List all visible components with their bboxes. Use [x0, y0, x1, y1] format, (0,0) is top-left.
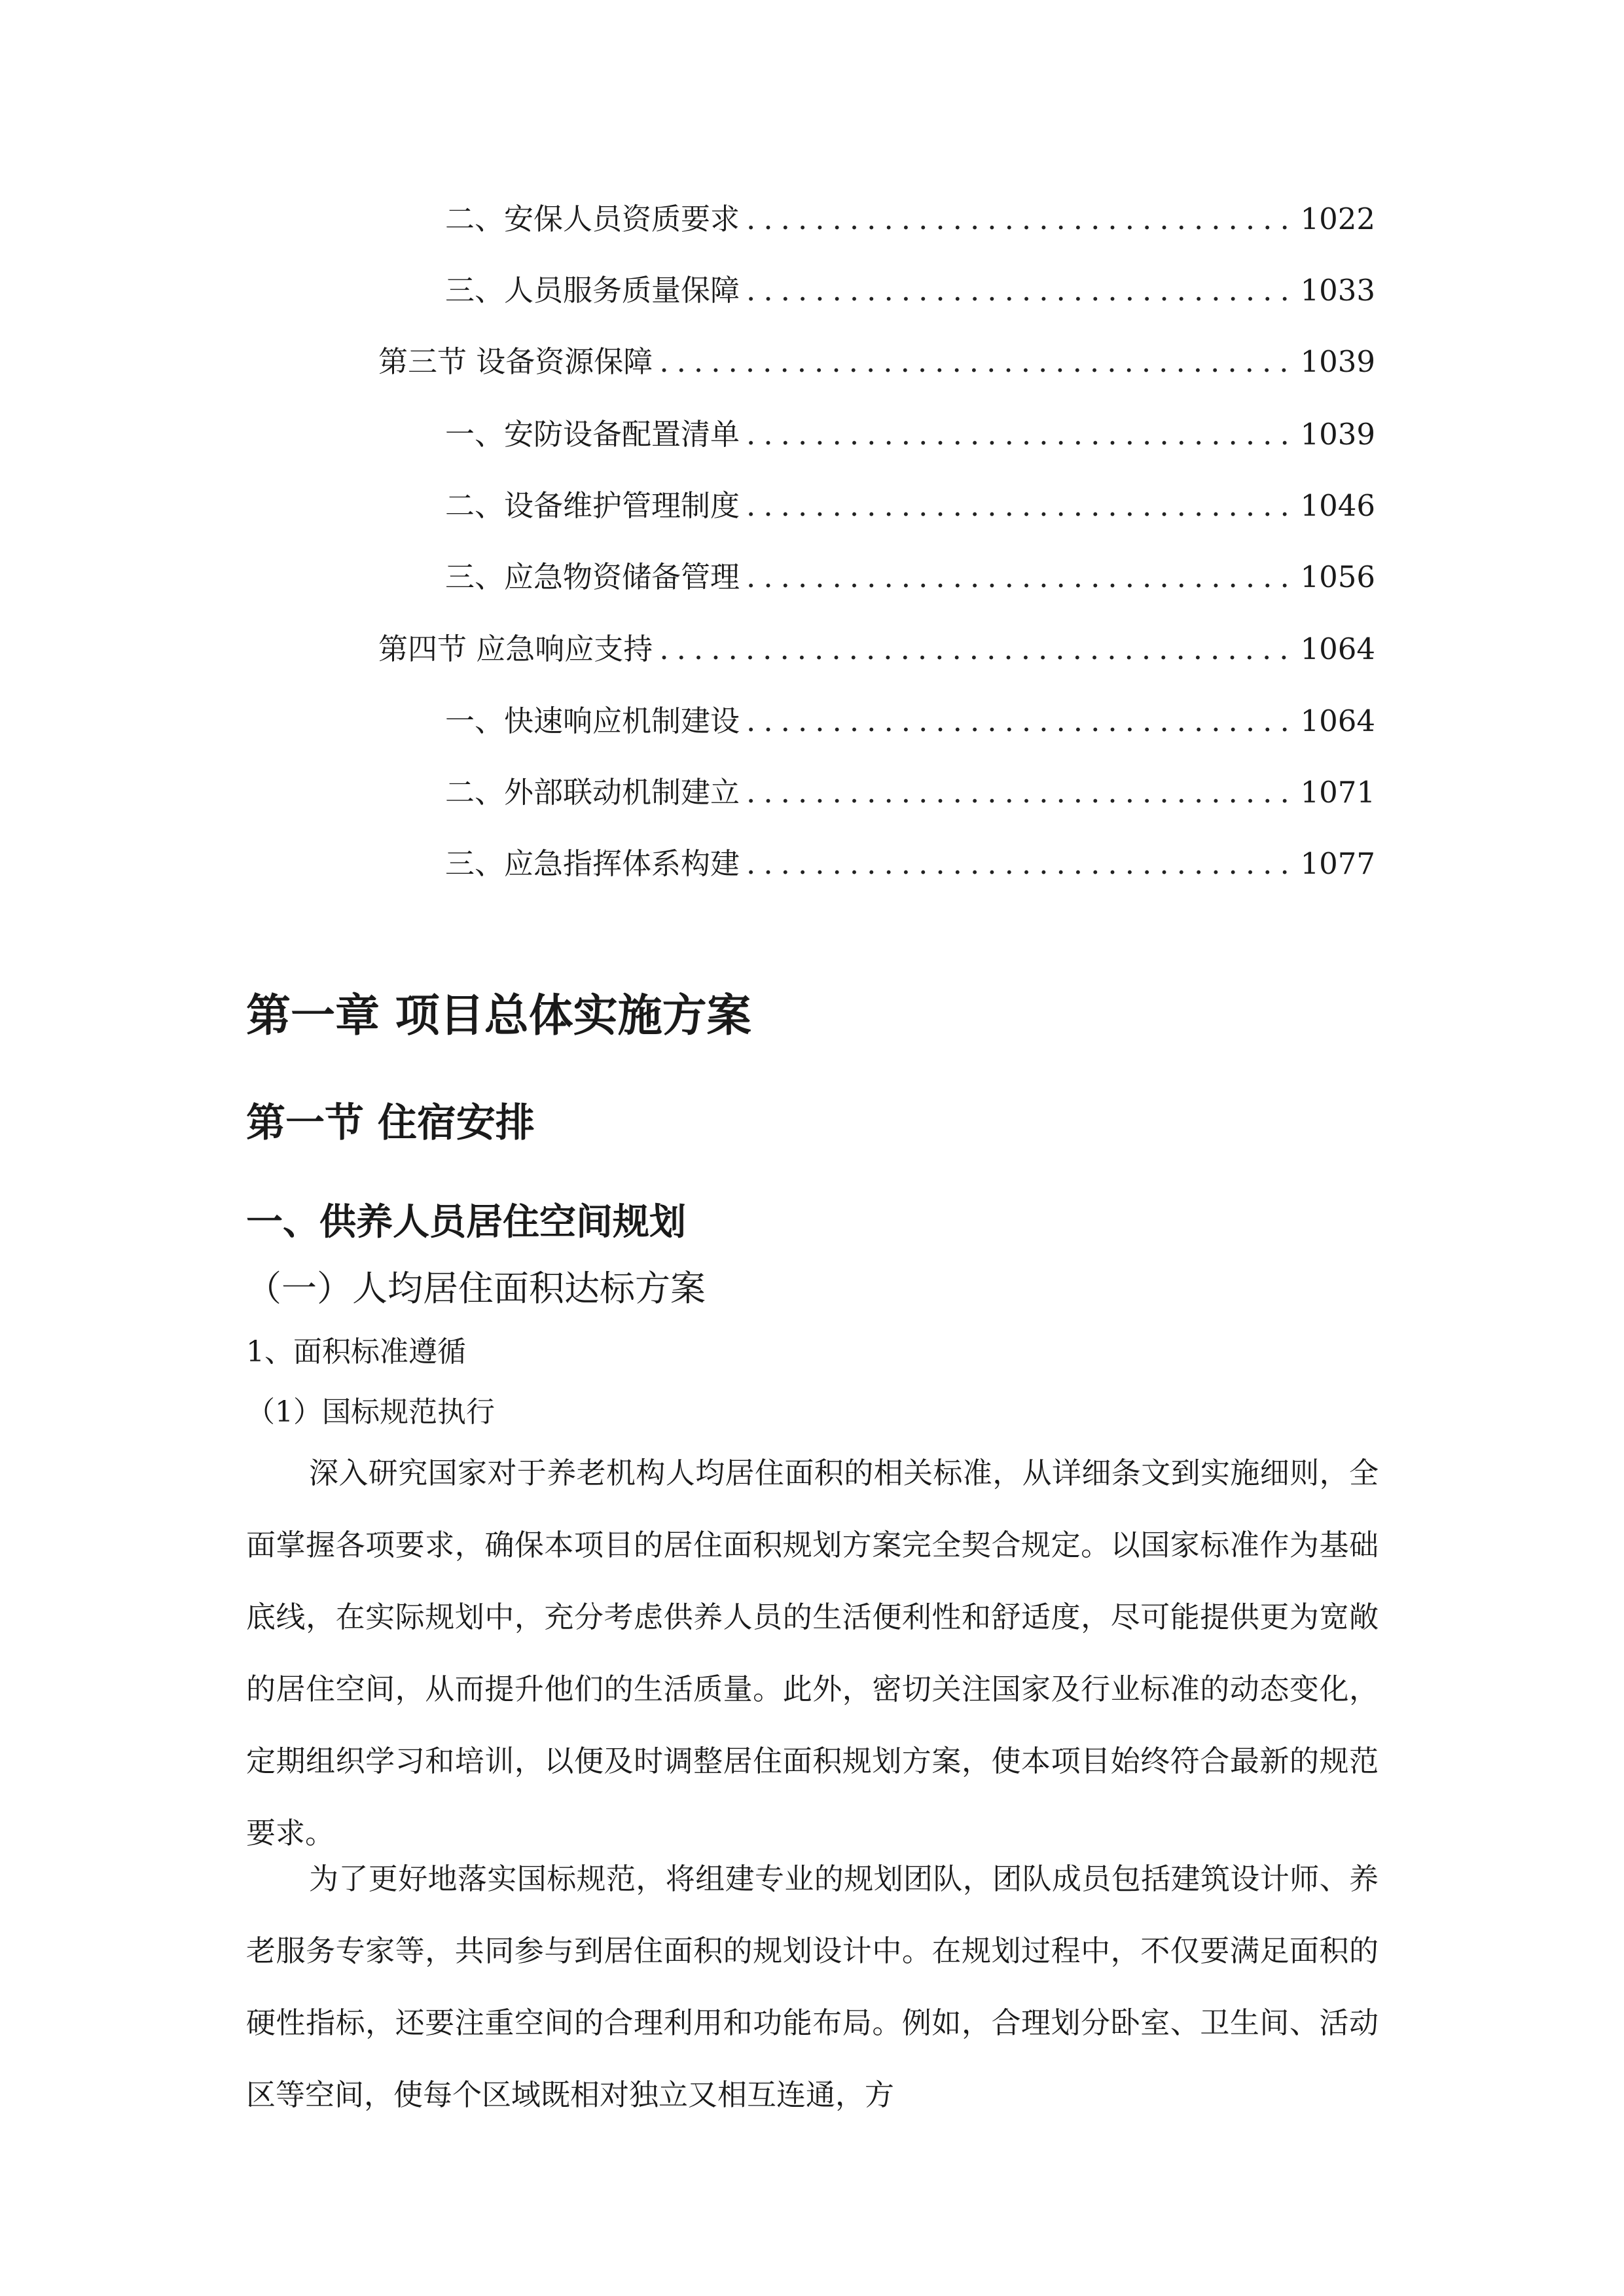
toc-entry[interactable] [445, 844, 1375, 884]
subsection-title: 一、供养人员居住空间规划 [246, 1201, 686, 1244]
toc-entry-number: 二、 [445, 202, 505, 236]
toc-page-number: 1039 [1300, 417, 1375, 452]
toc-dot-leader [659, 630, 1291, 669]
toc-dot-leader [746, 773, 1291, 812]
toc-entry[interactable] [445, 702, 1375, 741]
toc-entry-title: 外部联动机制建立 [504, 775, 740, 810]
toc-entry-title: 第三节 设备资源保障 [378, 344, 653, 379]
toc-page-number: 1064 [1300, 632, 1375, 666]
toc-page-number: 1022 [1300, 202, 1375, 236]
section-title: 第一节 住宿安排 [246, 1100, 535, 1146]
toc-entry-number: 三、 [445, 560, 505, 594]
toc-entry[interactable] [378, 342, 1375, 382]
toc-entry-number: 二、 [445, 488, 505, 523]
toc-entry-number: 一、 [445, 417, 505, 452]
toc-entry[interactable] [445, 200, 1375, 239]
point-title: 1、面积标准遵循 [246, 1335, 466, 1369]
toc-entry[interactable] [378, 630, 1375, 669]
toc-entry-number: 一、 [445, 704, 505, 738]
toc-dot-leader [746, 486, 1291, 526]
toc-page-number: 1039 [1300, 344, 1375, 379]
toc-entry-number: 三、 [445, 273, 505, 308]
toc-entry[interactable] [445, 773, 1375, 812]
toc-entry-title: 设备维护管理制度 [504, 488, 740, 523]
subpoint-title: （1）国标规范执行 [246, 1395, 495, 1429]
toc-page-number: 1046 [1300, 488, 1375, 523]
toc-dot-leader [746, 271, 1291, 310]
toc-entry-title: 应急指挥体系构建 [504, 846, 740, 881]
toc-dot-leader [659, 342, 1291, 382]
toc-entry[interactable] [445, 271, 1375, 310]
body-paragraph: 为了更好地落实国标规范，将组建专业的规划团队，团队成员包括建筑设计师、养老服务专家等，共同参与到居住面积的规划设计中。在规划过程中，不仅要满足面积的硬性指标，还要注重空间的合理利用和功能布局。例如，合理划分卧室、卫生间、活动区等空间，使每个区域既相对独立又相互连通，方 [246, 1861, 1379, 2112]
chapter-title: 第一章 项目总体实施方案 [246, 990, 751, 1042]
toc-dot-leader [746, 415, 1291, 454]
toc-page-number: 1056 [1300, 560, 1375, 594]
toc-dot-leader [746, 200, 1291, 239]
toc-entry-title: 第四节 应急响应支持 [378, 632, 653, 666]
body-paragraph: 深入研究国家对于养老机构人均居住面积的相关标准，从详细条文到实施细则，全面掌握各项要求，确保本项目的居住面积规划方案完全契合规定。以国家标准作为基础底线，在实际规划中，充分考虑供养人员的生活便利性和舒适度，尽可能提供更为宽敞的居住空间，从而提升他们的生活质量。此外，密切关注国家及行业标准的动态变化，定期组织学习和培训，以便及时调整居住面积规划方案，使本项目始终符合最新的规范要求。 [246, 1456, 1379, 1850]
toc-entry-title: 安保人员资质要求 [504, 202, 740, 236]
toc-entry-title: 人员服务质量保障 [504, 273, 740, 308]
toc-entry[interactable] [445, 415, 1375, 454]
toc-entry-number: 二、 [445, 775, 505, 810]
toc-entry[interactable] [445, 558, 1375, 597]
toc-dot-leader [746, 844, 1291, 884]
toc-entry-title: 安防设备配置清单 [504, 417, 740, 452]
item-title: （一）人均居住面积达标方案 [246, 1268, 706, 1309]
toc-page-number: 1033 [1300, 273, 1375, 308]
toc-entry-title: 快速响应机制建设 [504, 704, 740, 738]
toc-dot-leader [746, 702, 1291, 741]
toc-page-number: 1071 [1300, 775, 1375, 810]
toc-entry[interactable] [445, 486, 1375, 526]
toc-page-number: 1077 [1300, 846, 1375, 881]
toc-entry-title: 应急物资储备管理 [504, 560, 740, 594]
toc-page-number: 1064 [1300, 704, 1375, 738]
toc-dot-leader [746, 558, 1291, 597]
toc-entry-number: 三、 [445, 846, 505, 881]
